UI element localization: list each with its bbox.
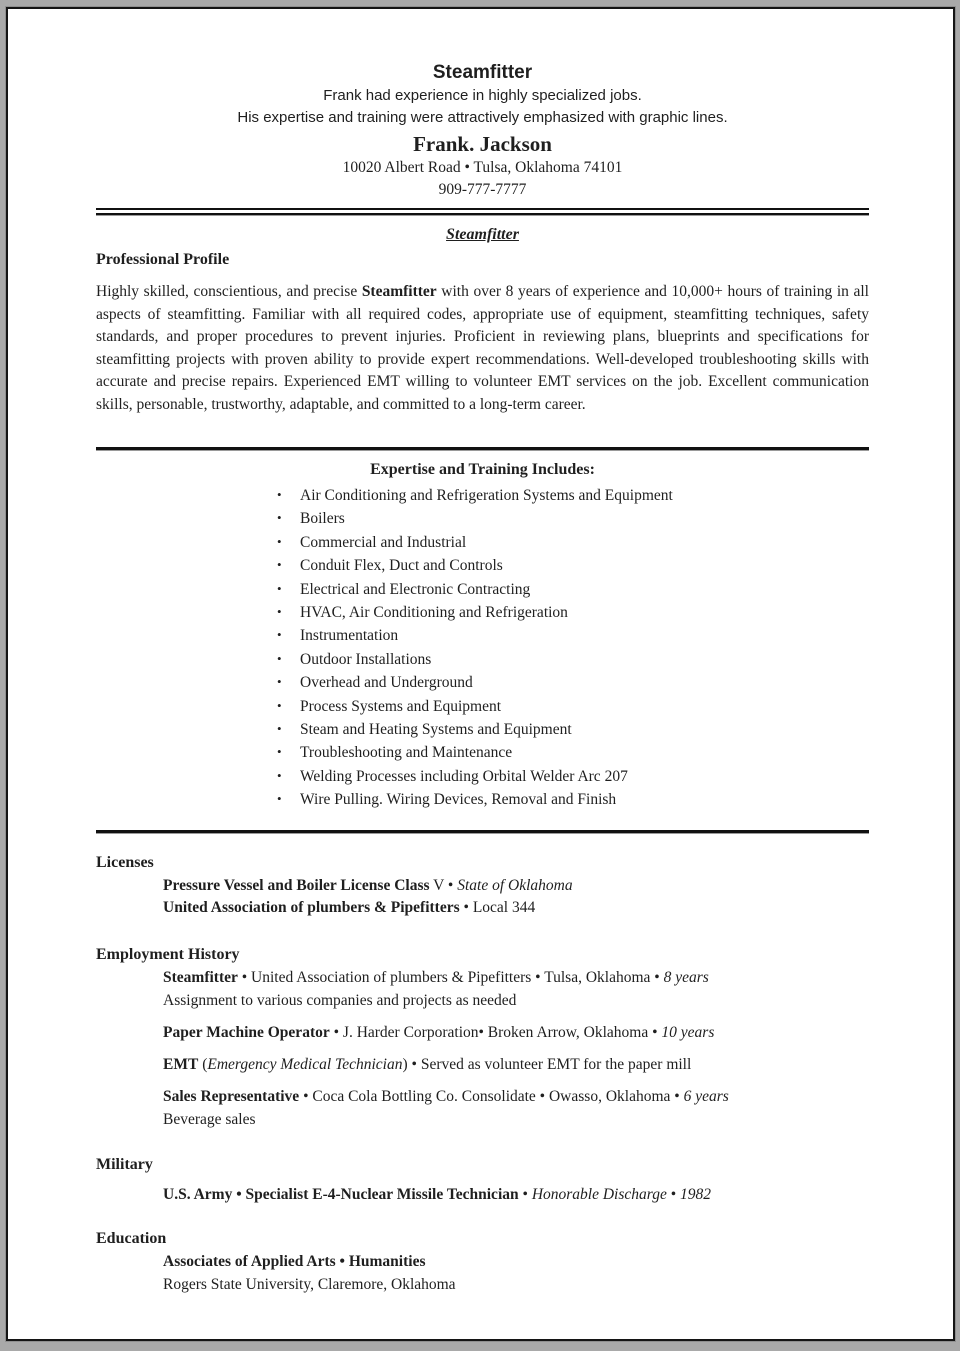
military-heading: Military <box>96 1156 153 1174</box>
expertise-item: Conduit Flex, Duct and Controls <box>300 557 503 575</box>
list-item <box>277 531 869 554</box>
license-issuer: State of Oklahoma <box>457 876 573 894</box>
job-entry <box>163 967 869 1012</box>
job-duration: 6 years <box>683 1088 729 1106</box>
bullet-icon: • <box>277 510 282 526</box>
employment-heading: Employment History <box>96 946 240 964</box>
list-item <box>277 765 869 788</box>
expertise-item: Electrical and Electronic Contracting <box>300 580 531 598</box>
job-paren-open: ( <box>198 1056 208 1074</box>
bullet-icon: • <box>277 697 282 713</box>
candidate-name: Frank. Jackson <box>413 132 552 156</box>
job-title: Sales Representative <box>163 1088 300 1106</box>
profile-paragraph <box>96 281 869 416</box>
expertise-item: Process Systems and Equipment <box>300 697 502 715</box>
job-title: EMT <box>163 1056 199 1074</box>
template-title: Steamfitter <box>432 62 533 83</box>
list-item <box>277 507 869 530</box>
list-item <box>277 624 869 647</box>
job-entry <box>163 1054 869 1076</box>
bullet-icon: • <box>277 767 282 783</box>
bullet-icon: • <box>277 533 282 549</box>
job-title-line <box>163 967 869 989</box>
list-item <box>277 788 869 811</box>
template-description-line-2: His expertise and training were attractively emphasized with graphic lines. <box>237 109 728 126</box>
profile-text-start: Highly skilled, conscientious, and precise <box>96 283 362 300</box>
job-title-expansion: Emergency Medical Technician <box>207 1056 403 1074</box>
list-item <box>277 695 869 718</box>
profile-text-bold: Steamfitter <box>361 283 437 300</box>
bullet-icon: • <box>277 487 282 502</box>
education-section <box>96 1230 869 1296</box>
military-entry <box>163 1184 869 1206</box>
resume-header <box>96 61 869 201</box>
education-degree-text: Associates of Applied Arts • Humanities <box>163 1253 426 1271</box>
list-item <box>277 718 869 741</box>
job-duration: 10 years <box>661 1023 715 1041</box>
expertise-item: Troubleshooting and Maintenance <box>300 744 513 762</box>
expertise-item: Welding Processes including Orbital Welder Arc 207 <box>300 767 628 785</box>
education-entry <box>163 1251 869 1296</box>
document-title-text: Steamfitter <box>446 226 519 243</box>
bullet-icon: • <box>277 580 282 596</box>
military-year: 1982 <box>680 1186 712 1204</box>
licenses-top-divider <box>96 830 869 833</box>
licenses-section <box>96 854 869 920</box>
list-item <box>277 554 869 577</box>
document-title <box>96 226 869 244</box>
profile-section-heading: Professional Profile <box>96 251 230 268</box>
expertise-list <box>277 484 869 812</box>
bullet-icon: • <box>277 674 282 690</box>
job-detail: • Coca Cola Bottling Co. Consolidate • Owasso, Oklahoma • <box>299 1088 684 1106</box>
bullet-icon: • <box>277 744 282 760</box>
job-detail: • J. Harder Corporation• Broken Arrow, Oklahoma • <box>329 1023 662 1041</box>
job-entry <box>163 1022 869 1044</box>
expertise-item: Wire Pulling. Wiring Devices, Removal and Finish <box>300 791 617 809</box>
expertise-item: HVAC, Air Conditioning and Refrigeration <box>300 604 568 622</box>
job-title-line <box>163 1086 869 1108</box>
military-entry-line <box>163 1184 869 1206</box>
employment-section <box>96 946 869 1131</box>
list-item <box>277 741 869 764</box>
candidate-address: 10020 Albert Road • Tulsa, Oklahoma 74101 <box>342 159 623 176</box>
job-title-line <box>163 1054 869 1076</box>
license-detail: V • <box>429 876 458 894</box>
expertise-item: Commercial and Industrial <box>300 533 467 551</box>
bullet-icon: • <box>277 791 282 807</box>
military-section <box>96 1156 869 1206</box>
list-item <box>277 671 869 694</box>
list-item <box>277 648 869 671</box>
military-separator: • <box>518 1186 532 1204</box>
employment-entries <box>163 967 869 1131</box>
expertise-item: Outdoor Installations <box>300 650 432 668</box>
job-title: Steamfitter <box>163 969 238 987</box>
job-note: Assignment to various companies and projects as needed <box>163 991 517 1009</box>
expertise-item: Boilers <box>300 510 345 528</box>
license-name: Pressure Vessel and Boiler License Class <box>163 876 430 894</box>
list-item <box>277 601 869 624</box>
template-description-line-1: Frank had experience in highly specialized jobs. <box>323 87 642 104</box>
candidate-phone: 909-777-7777 <box>438 181 527 198</box>
job-paren-close: ) <box>402 1056 408 1074</box>
education-school: Rogers State University, Claremore, Oklahoma <box>163 1275 456 1293</box>
profile-text-rest: with over 8 years of experience and 10,000+ hours of training in all aspects of steamfitting. Familiar with all required codes, appropriate use of equipment, steamfitting techniques, safety standards, and proper procedures to prevent injuries. Proficient in reviewing plans, blueprints and specifications for steamfitting projects with proven ability to provide expert recommendations. Well-developed troubleshooting skills with accurate and precise repairs. Experienced EMT willing to volunteer EMT services on the job. Excellent communication skills, personable, trustworthy, adaptable, and committed to a long-term career. <box>96 283 869 413</box>
bullet-icon: • <box>277 604 282 620</box>
education-degree <box>163 1251 869 1273</box>
license-entry <box>163 897 869 919</box>
list-item <box>277 578 869 601</box>
military-discharge: Honorable Discharge <box>531 1186 667 1204</box>
expertise-item: Air Conditioning and Refrigeration Systems and Equipment <box>300 487 673 504</box>
expertise-top-divider <box>96 447 869 450</box>
job-duration: 8 years <box>663 969 709 987</box>
job-entry <box>163 1086 869 1131</box>
header-double-divider <box>96 208 869 215</box>
military-separator: • <box>666 1186 681 1204</box>
job-note: Beverage sales <box>163 1110 256 1128</box>
bullet-icon: • <box>277 627 282 643</box>
job-detail: • United Association of plumbers & Pipefitters • Tulsa, Oklahoma • <box>237 969 664 987</box>
expertise-item: Overhead and Underground <box>300 674 473 692</box>
education-heading: Education <box>96 1230 167 1248</box>
bullet-icon: • <box>277 721 282 737</box>
license-detail: • Local 344 <box>459 898 536 916</box>
job-title-line <box>163 1022 869 1044</box>
expertise-heading: Expertise and Training Includes: <box>370 461 595 478</box>
resume-page <box>6 7 955 1341</box>
expertise-item: Instrumentation <box>300 627 399 645</box>
bullet-icon: • <box>277 557 282 573</box>
licenses-heading: Licenses <box>96 853 154 871</box>
license-entry <box>163 875 869 897</box>
list-item <box>277 484 869 507</box>
bullet-icon: • <box>277 650 282 666</box>
license-name: United Association of plumbers & Pipefitters <box>163 898 460 916</box>
resume-content <box>8 9 953 1296</box>
job-detail: • Served as volunteer EMT for the paper mill <box>407 1056 692 1074</box>
licenses-entries <box>163 875 869 920</box>
job-title: Paper Machine Operator <box>163 1023 330 1041</box>
expertise-item: Steam and Heating Systems and Equipment <box>300 721 572 739</box>
military-role: U.S. Army • Specialist E-4-Nuclear Missile Technician <box>163 1186 519 1204</box>
